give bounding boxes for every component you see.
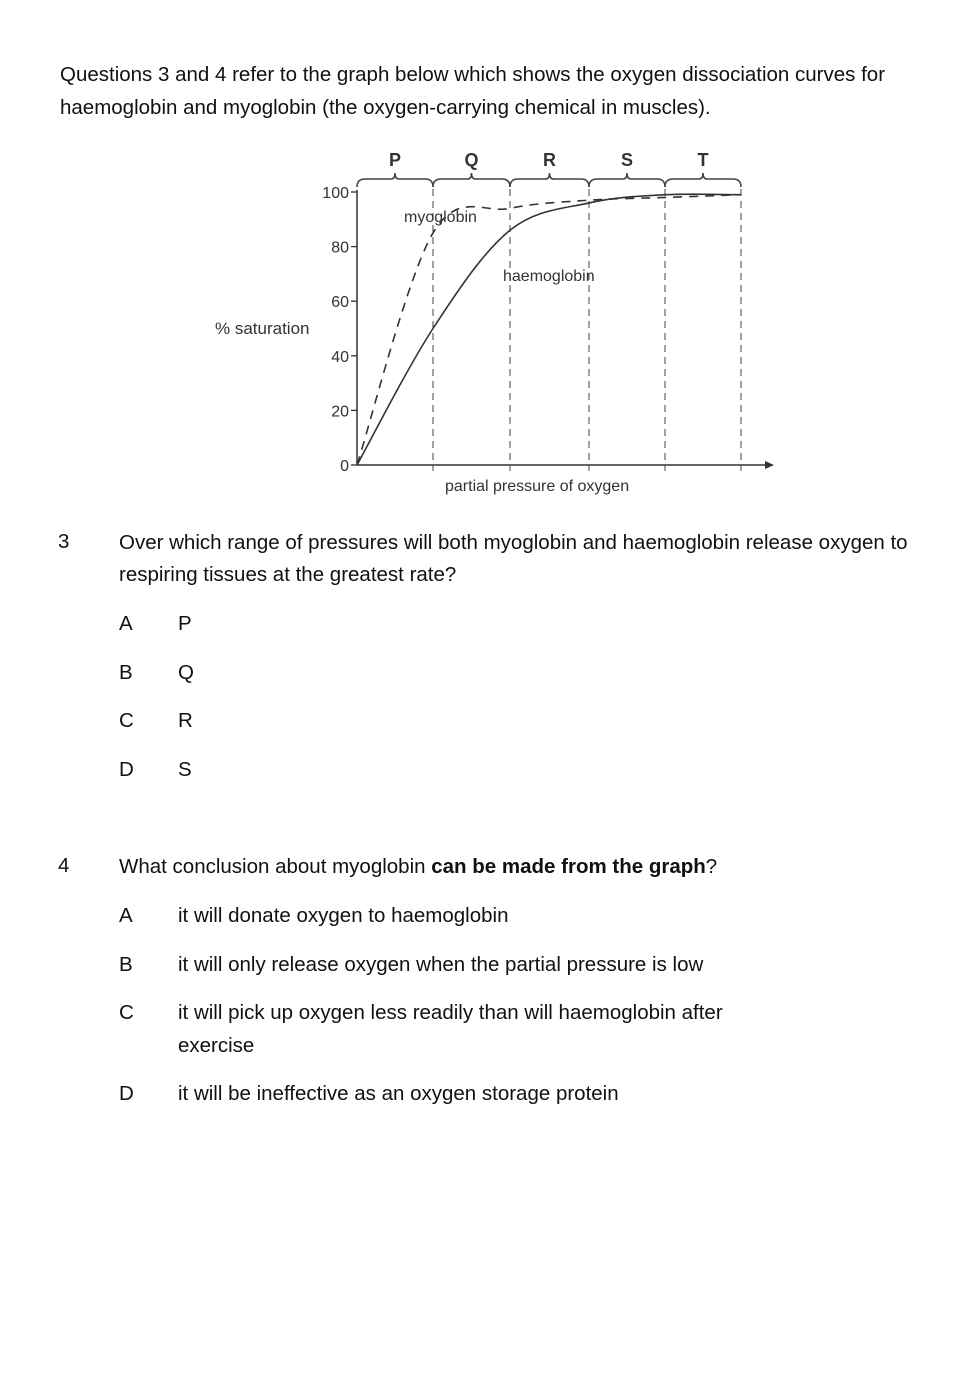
region-label-r: R — [543, 150, 556, 170]
region-label-t: T — [697, 150, 709, 170]
region-label-p: P — [388, 150, 402, 170]
x-axis-arrow — [765, 461, 774, 469]
region-label-q: Q — [464, 150, 479, 170]
haemoglobin-label: haemoglobin — [503, 268, 595, 285]
option-letter: C — [119, 1001, 134, 1024]
y-ticks — [322, 185, 357, 475]
option-letter: D — [119, 758, 134, 781]
question-4-number: 4 — [58, 854, 70, 877]
y-tick-label: 40 — [331, 348, 349, 366]
question-3-number: 3 — [58, 530, 70, 553]
y-axis-label: % saturation — [215, 319, 310, 338]
myoglobin-label: myoglobin — [404, 209, 477, 226]
region-boundaries — [433, 189, 741, 471]
region-brace — [589, 173, 665, 187]
x-axis-label: partial pressure of oxygen — [445, 478, 630, 495]
option-letter: A — [119, 904, 133, 927]
option-text: it will only release oxygen when the partial pressure is low — [178, 953, 704, 976]
option-letter: A — [119, 612, 133, 635]
question-4-text — [119, 851, 919, 883]
y-tick-label: 60 — [331, 294, 349, 312]
option-text: it will pick up oxygen less readily than will haemoglobin after exercise — [178, 1001, 723, 1057]
q4-text-end: ? — [705, 855, 718, 878]
y-tick-label: 80 — [331, 239, 349, 257]
question-3-text: Over which range of pressures will both myoglobin and haemoglobin release oxygen to respiring tissues at the greatest rate? — [119, 531, 908, 586]
region-brace — [665, 173, 741, 187]
intro-text: Questions 3 and 4 refer to the graph below which shows the oxygen dissociation curves for haemoglobin and myoglobin (the oxygen-carrying chemical in muscles). — [60, 63, 886, 119]
option-letter: B — [119, 661, 133, 684]
y-tick-label: 0 — [340, 458, 349, 475]
oxygen-dissociation-graph — [200, 135, 780, 505]
q4-text-bold: can be made from the graph — [431, 855, 706, 878]
haemoglobin-curve — [357, 194, 741, 465]
y-tick-label: 20 — [331, 403, 349, 421]
option-text: it will donate oxygen to haemoglobin — [178, 904, 509, 927]
option-text: Q — [178, 661, 194, 684]
region-brace — [357, 173, 433, 187]
myoglobin-curve — [357, 195, 741, 465]
option-text: R — [178, 709, 193, 732]
option-text: S — [178, 758, 192, 781]
option-text: it will be ineffective as an oxygen storage protein — [178, 1082, 619, 1105]
region-brace — [510, 173, 589, 187]
region-brace — [433, 173, 510, 187]
region-braces — [357, 150, 741, 187]
y-tick-label: 100 — [322, 185, 349, 202]
q4-text-start: What conclusion about myoglobin — [119, 855, 432, 878]
region-label-s: S — [620, 150, 634, 170]
option-text: P — [178, 612, 192, 635]
option-letter: C — [119, 709, 134, 732]
option-letter: B — [119, 953, 133, 976]
option-letter: D — [119, 1082, 134, 1105]
